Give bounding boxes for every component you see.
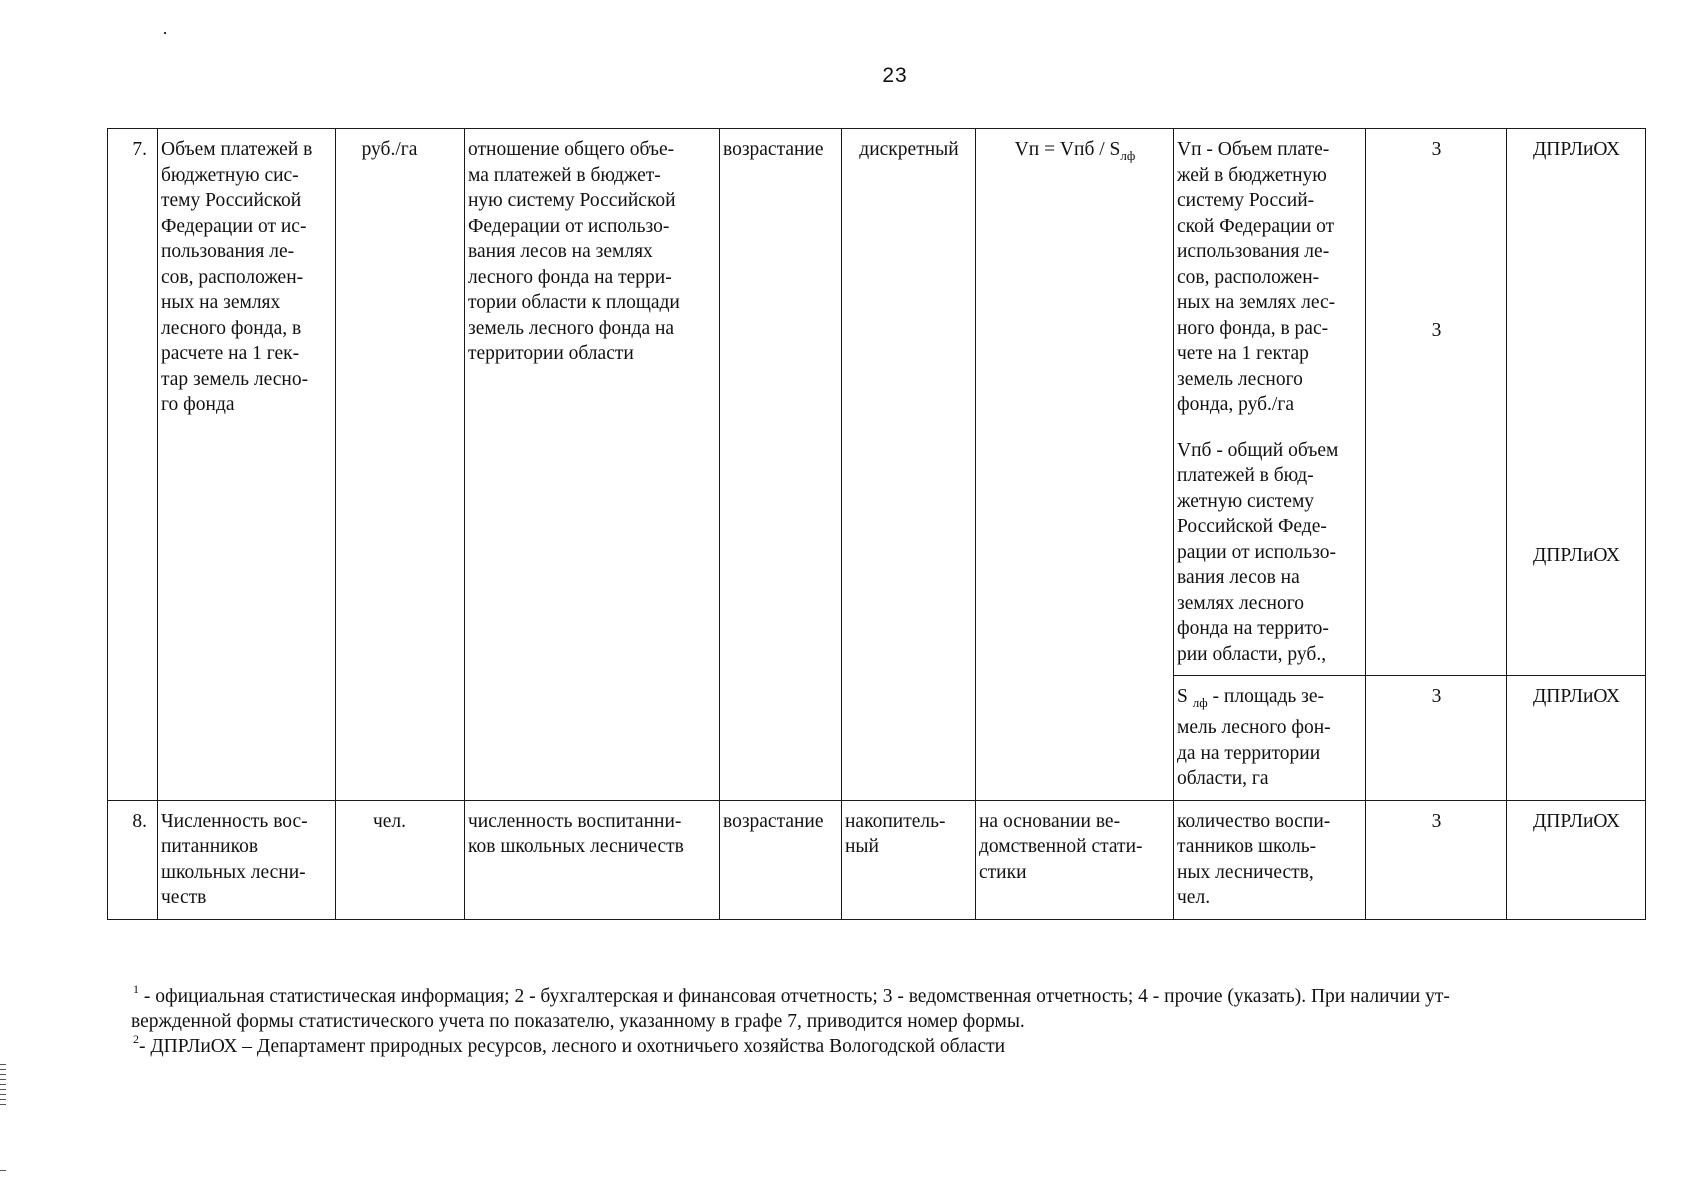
- indicator-definition: отношение общего объе- ма платежей в бюджет- ную систему Российской Федерации от использо- вания лесов на землях лесного фонда на терри- тории области к площади земель лесного фонда на территории области: [465, 129, 720, 801]
- indicator-type: накопитель- ный: [842, 800, 976, 919]
- indicators-table: [107, 128, 1646, 920]
- data-source-code: 3: [1366, 800, 1507, 919]
- formula-subscript: лф: [1120, 147, 1136, 163]
- footnote-text: - ДПРЛиОХ – Департамент природных ресурсов, лесного и охотничьего хозяйства Вологодской области: [139, 1036, 1006, 1057]
- trend-direction: возрастание: [720, 129, 842, 801]
- responsible-cell: [1507, 129, 1646, 676]
- component-cell: [1174, 129, 1366, 676]
- indicator-name: Объем платежей в бюджетную сис- тему Российской Федерации от ис- пользования ле- сов, расположен- ных на землях лесного фонда, в расчете на 1 гек- тар земель лесно- го фонда: [158, 129, 336, 801]
- footnotes: [133, 984, 1643, 1059]
- footnote-mark: 1: [133, 982, 139, 996]
- trend-direction: возрастание: [720, 800, 842, 919]
- scan-artifact-tick: [0, 1170, 6, 1171]
- calculation-formula: [976, 129, 1174, 801]
- unit-of-measure: руб./га: [336, 129, 465, 801]
- row-number: 8.: [108, 800, 158, 919]
- component-description: количество воспи- танников школь- ных лесничеств, чел.: [1174, 800, 1366, 919]
- responsible-org: ДПРЛиОХ: [1507, 676, 1646, 801]
- responsible-org: ДПРЛиОХ: [1532, 544, 1621, 566]
- footnote-mark: 2: [133, 1032, 139, 1046]
- data-source-code: 3: [1431, 139, 1442, 160]
- formula-text: Vп = Vпб / S: [1014, 139, 1121, 160]
- component-description: Vп - Объем плате- жей в бюджетную систему Россий- ской Федерации от использования ле- сов, расположен- ных на землях лес- ного фонда, в рас- чете на 1 гектар земель лесного фонда, руб./га: [1177, 139, 1336, 415]
- footnote-1: [133, 984, 1643, 1009]
- table-row: [108, 800, 1646, 919]
- footnote-1-continued: вержденной формы статистического учета по показателю, указанному в графе 7, приводится номер формы.: [131, 1011, 1025, 1032]
- indicator-type: дискретный: [842, 129, 976, 801]
- row-number: 7.: [108, 129, 158, 801]
- data-source-code: 3: [1431, 319, 1442, 341]
- calculation-formula: на основании ве- домственной стати- стики: [976, 800, 1174, 919]
- responsible-org: ДПРЛиОХ: [1532, 139, 1621, 160]
- component-description: Vпб - общий объем платежей в бюд- жетную систему Российской Феде- рации от использо- вания лесов на землях лесного фонда на террито- рии области, руб.,: [1177, 439, 1339, 665]
- unit-of-measure: чел.: [336, 800, 465, 919]
- footnote-text: - официальная статистическая информация; 2 - бухгалтерская и финансовая отчетность; 3 - ведомственная отчетность; 4 - прочие (указать). При наличии ут-: [139, 986, 1450, 1007]
- scan-artifact-ticks: [0, 1064, 6, 1108]
- component-description: S $_{лф}$ - площадь зе- мель лесного фон- да на территории области, га: [1174, 676, 1366, 801]
- footnote-2: [133, 1034, 1643, 1059]
- source-cell: [1366, 129, 1507, 676]
- scan-artifact-dot: [164, 32, 166, 34]
- data-source-code: 3: [1366, 676, 1507, 801]
- page-number: 23: [882, 64, 908, 87]
- responsible-org: ДПРЛиОХ: [1507, 800, 1646, 919]
- indicator-definition: численность воспитанни- ков школьных лесничеств: [465, 800, 720, 919]
- indicator-name: Численность вос- питанников школьных лесни- честв: [158, 800, 336, 919]
- table-row: [108, 129, 1646, 676]
